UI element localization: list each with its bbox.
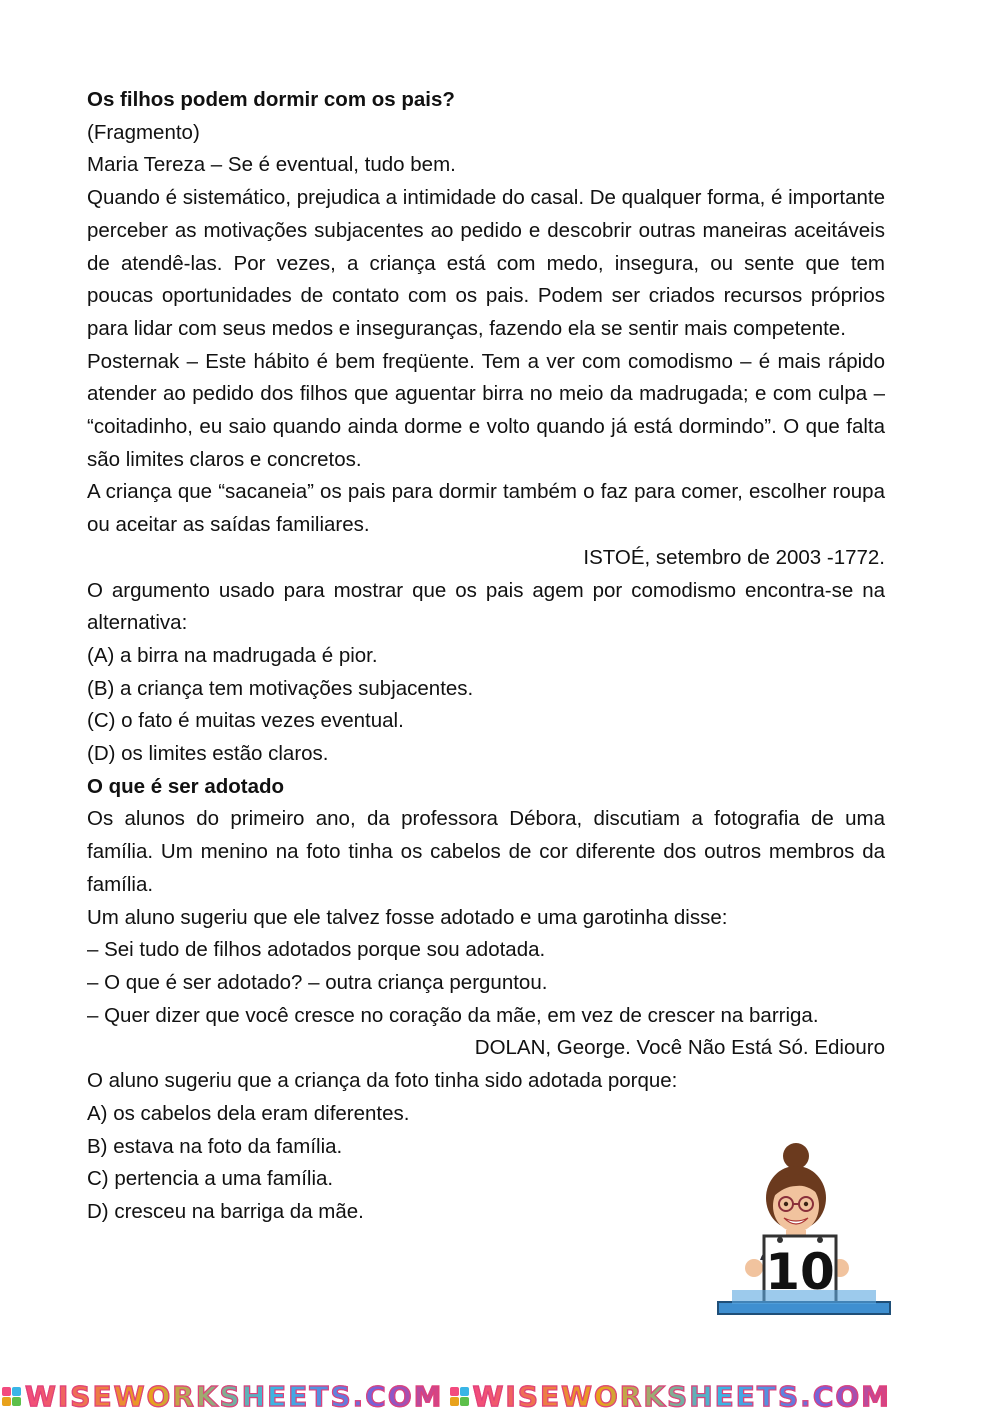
text1-source: ISTOÉ, setembro de 2003 -1772. <box>583 545 885 569</box>
text2-source: DOLAN, George. Você Não Está Só. Ediouro <box>474 1036 885 1060</box>
text2-paragraph-5: – Quer dizer que você cresce no coração da mãe, em vez de crescer na barriga. <box>87 1003 819 1027</box>
brand-text-2: WISEWORKSHEETS.COM <box>472 1379 892 1413</box>
text1-paragraph-3: Posternak – Este hábito é bem freqüente. Tem a ver com comodismo – é mais rápido atender ao pedido dos filhos que aguentar birra no meio da madrugada; e com culpa – “coitadinho, eu saio quando ainda dorme e volto quando já está dormindo”. O que falta são limites claros e concretos. <box>87 349 885 471</box>
brand-text-1: WISEWORKSHEETS.COM <box>25 1379 444 1413</box>
text2-question: O aluno sugeriu que a criança da foto tinha sido adotada porque: <box>87 1069 678 1093</box>
text1-option-c: (C) o fato é muitas vezes eventual. <box>87 709 404 733</box>
text2-paragraph-3: – Sei tudo de filhos adotados porque sou adotada. <box>87 938 546 962</box>
text1-option-b: (B) a criança tem motivações subjacentes. <box>87 676 474 700</box>
brand-block-1 <box>2 1380 444 1413</box>
text1-option-d: (D) os limites estão claros. <box>87 742 329 766</box>
text1-title: Os filhos podem dormir com os pais? <box>87 88 455 111</box>
text1-subtitle: (Fragmento) <box>87 120 200 144</box>
brand-logo-icon <box>2 1387 21 1406</box>
teacher-avatar-icon <box>712 1140 897 1328</box>
text1-paragraph-2: Quando é sistemático, prejudica a intimidade do casal. De qualquer forma, é importante perceber as motivações subjacentes ao pedido e descobrir outras maneiras aceitáveis de atendê-las. Por vezes, a criança está com medo, insegura, ou sente que tem poucas oportunidades de contato com os pais. Podem ser criados recursos próprios para lidar com seus medos e inseguranças, fazendo ela se sentir mais competente. <box>87 186 885 340</box>
text2-paragraph-4: – O que é ser adotado? – outra criança perguntou. <box>87 970 548 994</box>
text2-title: O que é ser adotado <box>87 774 285 798</box>
text1-paragraph-1: Maria Tereza – Se é eventual, tudo bem. <box>87 153 456 177</box>
worksheet-content <box>87 84 885 1229</box>
text2-paragraph-2: Um aluno sugeriu que ele talvez fosse adotado e uma garotinha disse: <box>87 905 728 929</box>
footer-watermark <box>0 1378 1000 1414</box>
text2-option-a: A) os cabelos dela eram diferentes. <box>87 1101 410 1125</box>
text1-option-a: (A) a birra na madrugada é pior. <box>87 643 378 667</box>
score-number: 10 <box>765 1243 835 1301</box>
text2-paragraph-1: Os alunos do primeiro ano, da professora Débora, discutiam a fotografia de uma família. Um menino na foto tinha os cabelos de cor diferente dos outros membros da família. <box>87 807 885 896</box>
brand-logo-icon <box>450 1387 469 1406</box>
text1-paragraph-4: A criança que “sacaneia” os pais para dormir também o faz para comer, escolher roupa ou aceitar as saídas familiares. <box>87 480 885 537</box>
brand-block-2 <box>450 1380 892 1413</box>
text1-question: O argumento usado para mostrar que os pais agem por comodismo encontra-se na alternativa: <box>87 578 885 635</box>
text2-option-b: B) estava na foto da família. <box>87 1134 343 1158</box>
text2-option-c: C) pertencia a uma família. <box>87 1167 334 1191</box>
text2-option-d: D) cresceu na barriga da mãe. <box>87 1199 364 1223</box>
